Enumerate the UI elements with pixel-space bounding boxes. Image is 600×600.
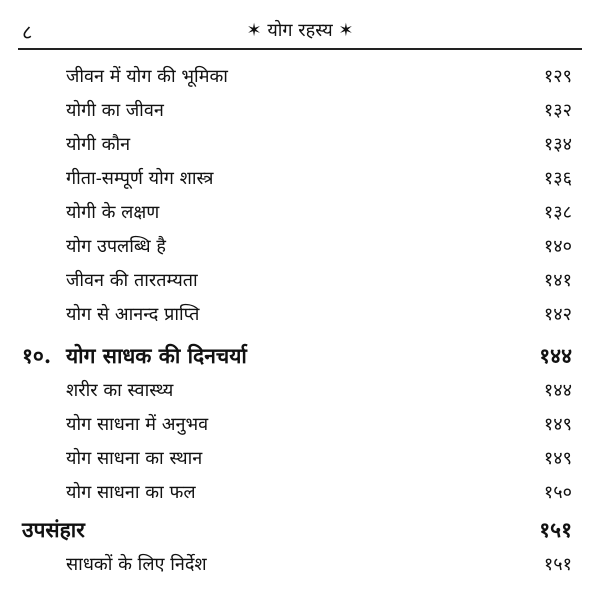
- toc-entry-page: १३८: [543, 202, 572, 223]
- toc-entry-page: १३२: [543, 100, 572, 121]
- toc-entry-title: शरीर का स्वास्थ्य: [66, 380, 174, 401]
- chapter-page: १४४: [539, 343, 572, 368]
- toc-entry: [0, 378, 600, 412]
- toc-entry: [0, 446, 600, 480]
- toc-entry-page: १४९: [543, 448, 572, 469]
- toc-entry: [0, 64, 600, 98]
- toc-entry-page: १३६: [543, 168, 572, 189]
- toc-entry: [0, 132, 600, 166]
- chapter-number: १०.: [22, 343, 52, 368]
- toc-entry: [0, 98, 600, 132]
- toc-entry-title: योगी कौन: [66, 134, 131, 155]
- toc-entry: [0, 552, 600, 586]
- toc-entry-title: गीता-सम्पूर्ण योग शास्त्र: [66, 168, 214, 189]
- header-divider: [18, 48, 582, 50]
- toc-entry-page: १४९: [543, 414, 572, 435]
- section-title: उपसंहार: [22, 517, 85, 542]
- toc-section-heading: [0, 516, 600, 550]
- toc-entry-title: साधकों के लिए निर्देश: [66, 554, 207, 575]
- toc-entry-title: योगी का जीवन: [66, 100, 164, 121]
- toc-entry-title: योगी के लक्षण: [66, 202, 160, 223]
- toc-entry-title: योग साधना का फल: [66, 482, 196, 503]
- toc-entry-title: जीवन की तारतम्यता: [66, 270, 198, 291]
- toc-entry-page: १४०: [543, 236, 572, 257]
- toc-entry: [0, 268, 600, 302]
- toc-entry: [0, 166, 600, 200]
- page-number: ८: [22, 20, 33, 44]
- toc-entry-title: योग से आनन्द प्राप्ति: [66, 304, 200, 325]
- toc-entry-page: १४२: [543, 304, 572, 325]
- toc-entry-title: योग उपलब्धि है: [66, 236, 166, 257]
- toc-entry: [0, 302, 600, 336]
- toc-entry: [0, 480, 600, 514]
- toc-entry-title: जीवन में योग की भूमिका: [66, 66, 228, 87]
- toc-entry-page: १२९: [543, 66, 572, 87]
- toc-entry-title: योग साधना का स्थान: [66, 448, 203, 469]
- toc-entry-title: योग साधना में अनुभव: [66, 414, 209, 435]
- toc-entry: [0, 200, 600, 234]
- toc-entry-page: १५०: [543, 482, 572, 503]
- chapter-title: योग साधक की दिनचर्या: [66, 343, 247, 368]
- toc-entry-page: १३४: [543, 134, 572, 155]
- toc-entry-page: १५१: [543, 554, 572, 575]
- running-header-title: ✶ योग रहस्य ✶: [246, 20, 354, 41]
- toc-entry: [0, 412, 600, 446]
- toc-entry: [0, 234, 600, 268]
- toc-entry-page: १४१: [543, 270, 572, 291]
- toc-chapter-heading: [0, 342, 600, 376]
- toc-entry-page: १४४: [543, 380, 572, 401]
- section-page: १५१: [539, 517, 572, 542]
